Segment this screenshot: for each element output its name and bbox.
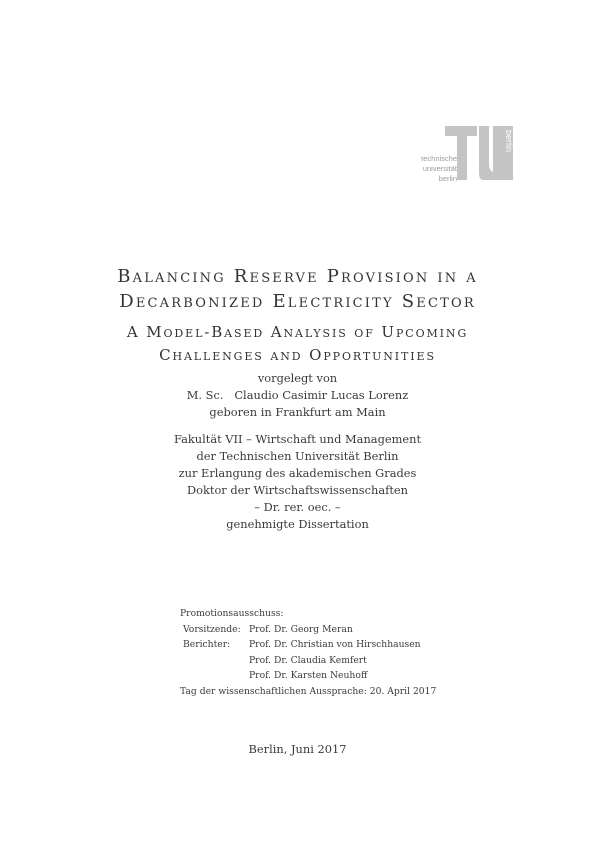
logo-text-line: universität	[422, 164, 457, 173]
title-line-1: Balancing Reserve Provision in a	[117, 266, 478, 287]
submitted-by: vorgelegt von	[257, 371, 338, 385]
faculty-line: – Dr. rer. oec. –	[254, 500, 341, 514]
committee-name: Prof. Dr. Claudia Kemfert	[249, 654, 367, 666]
title-line-2: Decarbonized Electricity Sector	[119, 291, 476, 312]
faculty-line: zur Erlangung des akademischen Grades	[178, 466, 417, 480]
committee-row	[180, 653, 436, 669]
defense-date: Tag der wissenschaftlichen Aussprache: 20. April 2017	[180, 685, 437, 697]
committee-name: Prof. Dr. Christian von Hirschhausen	[249, 639, 421, 650]
committee-name: Prof. Dr. Karsten Neuhoff	[249, 670, 368, 681]
logo-text-line: berlin	[438, 174, 457, 183]
tu-berlin-logo	[405, 124, 515, 186]
committee-role	[180, 653, 249, 669]
committee-row	[180, 668, 436, 684]
committee-role	[180, 668, 249, 684]
committee-heading: Promotionsausschuss:	[180, 608, 284, 619]
place-date: Berlin, Juni 2017	[248, 742, 347, 756]
faculty-line: Fakultät VII – Wirtschaft und Management	[173, 432, 422, 446]
birthplace: geboren in Frankfurt am Main	[209, 405, 386, 419]
logo-vertical-text: berlin	[504, 130, 514, 153]
committee-role: Berichter:	[183, 639, 231, 650]
committee-row	[180, 622, 436, 638]
subtitle-line-1: A Model-Based Analysis of Upcoming	[126, 323, 469, 341]
faculty-line: genehmigte Dissertation	[226, 517, 369, 531]
author-name: M. Sc. Claudio Casimir Lucas Lorenz	[186, 388, 409, 402]
committee-role: Vorsitzende:	[183, 623, 241, 635]
committee-name: Prof. Dr. Georg Meran	[249, 623, 353, 635]
committee-block	[180, 606, 436, 699]
tu-logo-mark-icon	[443, 124, 515, 184]
subtitle-line-2: Challenges and Opportunities	[159, 346, 436, 364]
committee-row	[180, 637, 436, 653]
faculty-line: der Technischen Universität Berlin	[196, 449, 399, 463]
logo-text-line: technische	[421, 154, 457, 163]
faculty-line: Doktor der Wirtschaftswissenschaften	[186, 483, 409, 497]
